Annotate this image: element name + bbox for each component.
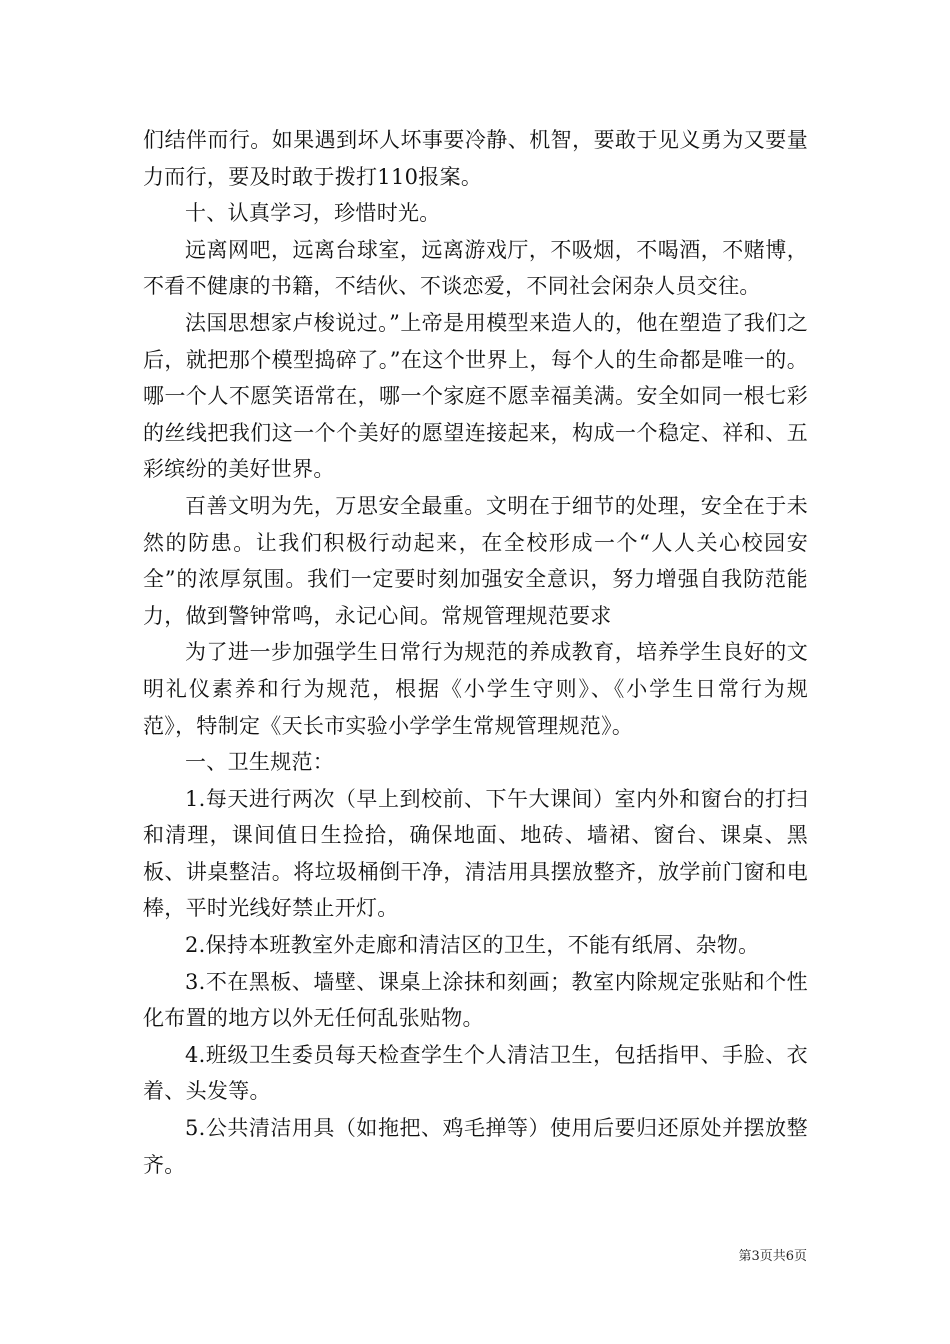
list-item: 1.每天进行两次（早上到校前、下午大课间）室内外和窗台的打扫和清理，课间值日生捡拾，确保地面、地砖、墙裙、窗台、课桌、黑板、讲桌整洁。将垃圾桶倒干净，清洁用具摆放整齐，放学前门窗和电棒，平时光线好禁止开灯。 [143, 786, 808, 921]
section-heading-study: 十、认真学习，珍惜时光。 [185, 201, 441, 226]
document-body [143, 122, 808, 1183]
page-number: 第3页共6页 [738, 1249, 807, 1264]
paragraph: 法国思想家卢梭说过。”上帝是用模型来造人的，他在塑造了我们之后，就把那个模型捣碎了。”在这个世界上，每个人的生命都是唯一的。哪一个人不愿笑语常在，哪一个家庭不愿幸福美满。安全如同一根七彩的丝线把我们这一个个美好的愿望连接起来，构成一个稳定、祥和、五彩缤纷的美好世界。 [143, 310, 808, 482]
list-item: 5.公共清洁用具（如拖把、鸡毛掸等）使用后要归还原处并摆放整齐。 [143, 1116, 808, 1177]
paragraph: 为了进一步加强学生日常行为规范的养成教育，培养学生良好的文明礼仪素养和行为规范，根据《小学生守则》、《小学生日常行为规范》，特制定《天长市实验小学学生常规管理规范》。 [143, 640, 808, 738]
list-item: 4.班级卫生委员每天检查学生个人清洁卫生，包括指甲、手脸、衣着、头发等。 [143, 1042, 808, 1104]
list-item: 2.保持本班教室外走廊和清洁区的卫生，不能有纸屑、杂物。 [185, 933, 760, 958]
paragraph: 远离网吧，远离台球室，远离游戏厅，不吸烟，不喝酒，不赌博，不看不健康的书籍，不结伙、不谈恋爱，不同社会闲杂人员交往。 [143, 237, 808, 299]
list-item: 3.不在黑板、墙壁、课桌上涂抹和刻画；教室内除规定张贴和个性化布置的地方以外无任何乱张贴物。 [143, 969, 808, 1031]
paragraph: 百善文明为先，万思安全最重。文明在于细节的处理，安全在于未然的防患。让我们积极行动起来，在全校形成一个“人人关心校园安全”的浓厚氛围。我们一定要时刻加强安全意识，努力增强自我防范能力，做到警钟常鸣，永记心间。常规管理规范要求 [143, 493, 808, 628]
paragraph-continuation: 们结伴而行。如果遇到坏人坏事要冷静、机智，要敢于见义勇为又要量力而行，要及时敢于拨打110报案。 [143, 128, 808, 189]
section-heading-hygiene: 一、卫生规范： [185, 750, 335, 775]
